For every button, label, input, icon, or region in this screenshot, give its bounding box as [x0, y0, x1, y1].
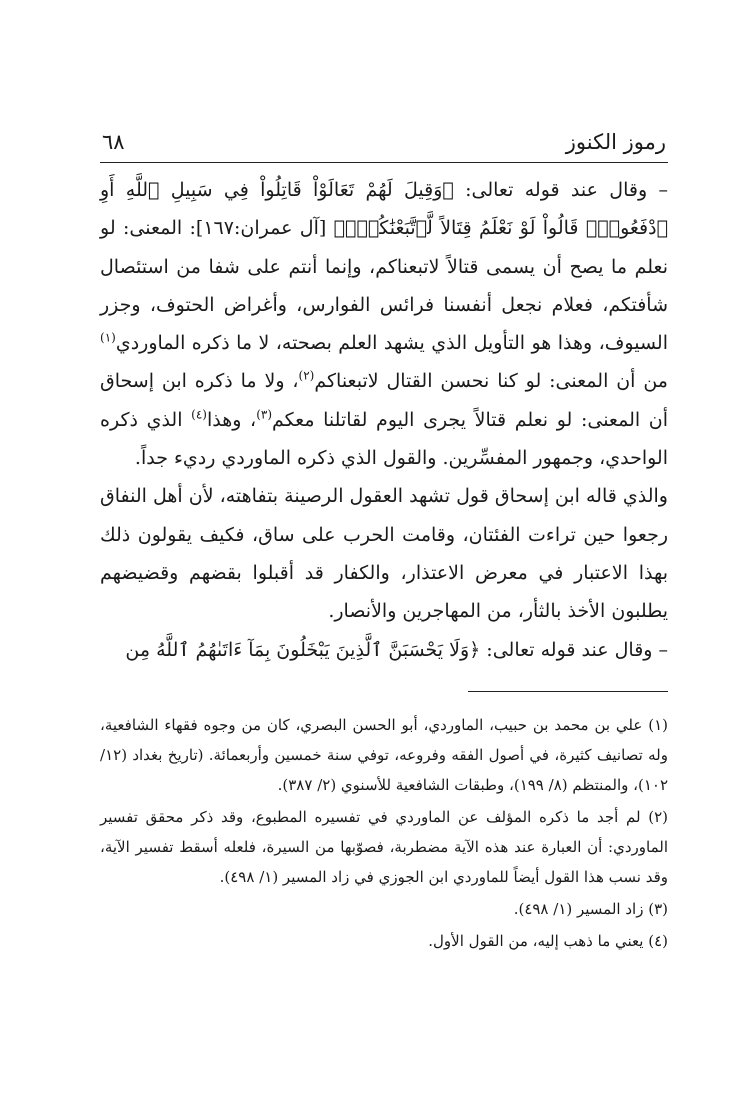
paragraph-2: والذي قاله ابن إسحاق قول تشهد العقول الرصينة بتفاهته، لأن أهل النفاق رجعوا حين تراءت الفئتان، وقامت الحرب على ساق، فكيف يقولون ذلك بهذا الاعتبار في معرض الاعتذار، والكفار قد أقبلوا بقضهم وقضيضهم يطلبون الأخذ بالثأر، من المهاجرين والأنصار. — [100, 485, 668, 623]
footnote-separator — [468, 691, 668, 692]
footnote-4: (٤) يعني ما ذهب إليه، من القول الأول. — [428, 931, 668, 950]
paragraph-1-text-c: ، ولا ما ذكره ابن إسحاق أن المعنى: لو نعلم قتالاً يجرى اليوم لقاتلنا معكم — [100, 370, 669, 431]
footnote-ref-4[interactable]: (٤) — [191, 407, 207, 422]
book-title: رموز الكنوز — [565, 130, 666, 154]
footnote-ref-2[interactable]: (٢) — [298, 369, 315, 384]
main-text — [100, 171, 668, 669]
footnote-3: (٣) زاد المسير (١/ ٤٩٨). — [513, 899, 668, 918]
footnote-ref-3[interactable]: (٣) — [256, 407, 273, 422]
paragraph-1 — [100, 171, 668, 477]
paragraph-1-text-d: ، وهذا — [206, 408, 257, 431]
paragraph-1-text-a: – وقال عند قوله تعالى: ﴿وَقِيلَ لَهُمْ تَعَالَوْاْ قَاتِلُواْ فِي سَبِيلِ ٱللَّهِ أَوِ ٱدْفَعُواْۖ قَالُواْ لَوْ نَعْلَمُ قِتَالاً لَّٱتَّبَعْنَٰكُمْۗ﴾ [آل عمران:١٦٧]: المعنى: لو نعلم ما يصح أن يسمى قتالاً لاتبعناكم، وإنما أنتم على شفا من استئصال شأفتكم، فعلام نجعل أنفسنا فرائس الفوارس، وأغراض الحتوف، وجزر السيوف، وهذا هو التأويل الذي يشهد العلم بصحته، لا ما ذكره الماوردي — [100, 179, 668, 355]
paragraph-1-text-e: الذي ذكره الواحدي، وجمهور المفسِّرين. والقول الذي ذكره الماوردي رديء جداً. — [100, 408, 668, 470]
footnote-2: (٢) لم أجد ما ذكره المؤلف عن الماوردي في تفسيره المطبوع، وقد ذكر محقق تفسير الماوردي: أن العبارة عند هذه الآية مضطربة، فصوّبها من السيرة، فلعله أسقط تفسير الآية، وقد نسب هذا القول أيضاً للماوردي ابن الجوزي في زاد المسير (١/ ٤٩٨). — [100, 807, 668, 886]
document-page — [100, 128, 668, 958]
paragraph-1-text-b: من أن المعنى: لو كنا نحسن القتال لاتبعناكم — [314, 370, 668, 393]
page-number: ٦٨ — [102, 130, 125, 154]
footnote-ref-1[interactable]: (١) — [100, 330, 116, 345]
running-header — [100, 128, 668, 163]
paragraph-3: – وقال عند قوله تعالى: ﴿وَلَا يَحْسَبَنَّ ٱلَّذِينَ يَبْخَلُونَ بِمَآ ءَاتَىٰهُمُ ٱللَّهُ مِن — [125, 638, 668, 661]
footnotes — [100, 710, 668, 956]
footnote-1: (١) علي بن محمد بن حبيب، الماوردي، أبو الحسن البصري، كان من وجوه فقهاء الشافعية، وله تصانيف كثيرة، في أصول الفقه وفروعه، توفي سنة خمسين وأربعمائة. (تاريخ بغداد (١٢/ ١٠٢)، والمنتظم (٨/ ١٩٩)، وطبقات الشافعية للأسنوي (٢/ ٣٨٧). — [100, 715, 668, 794]
